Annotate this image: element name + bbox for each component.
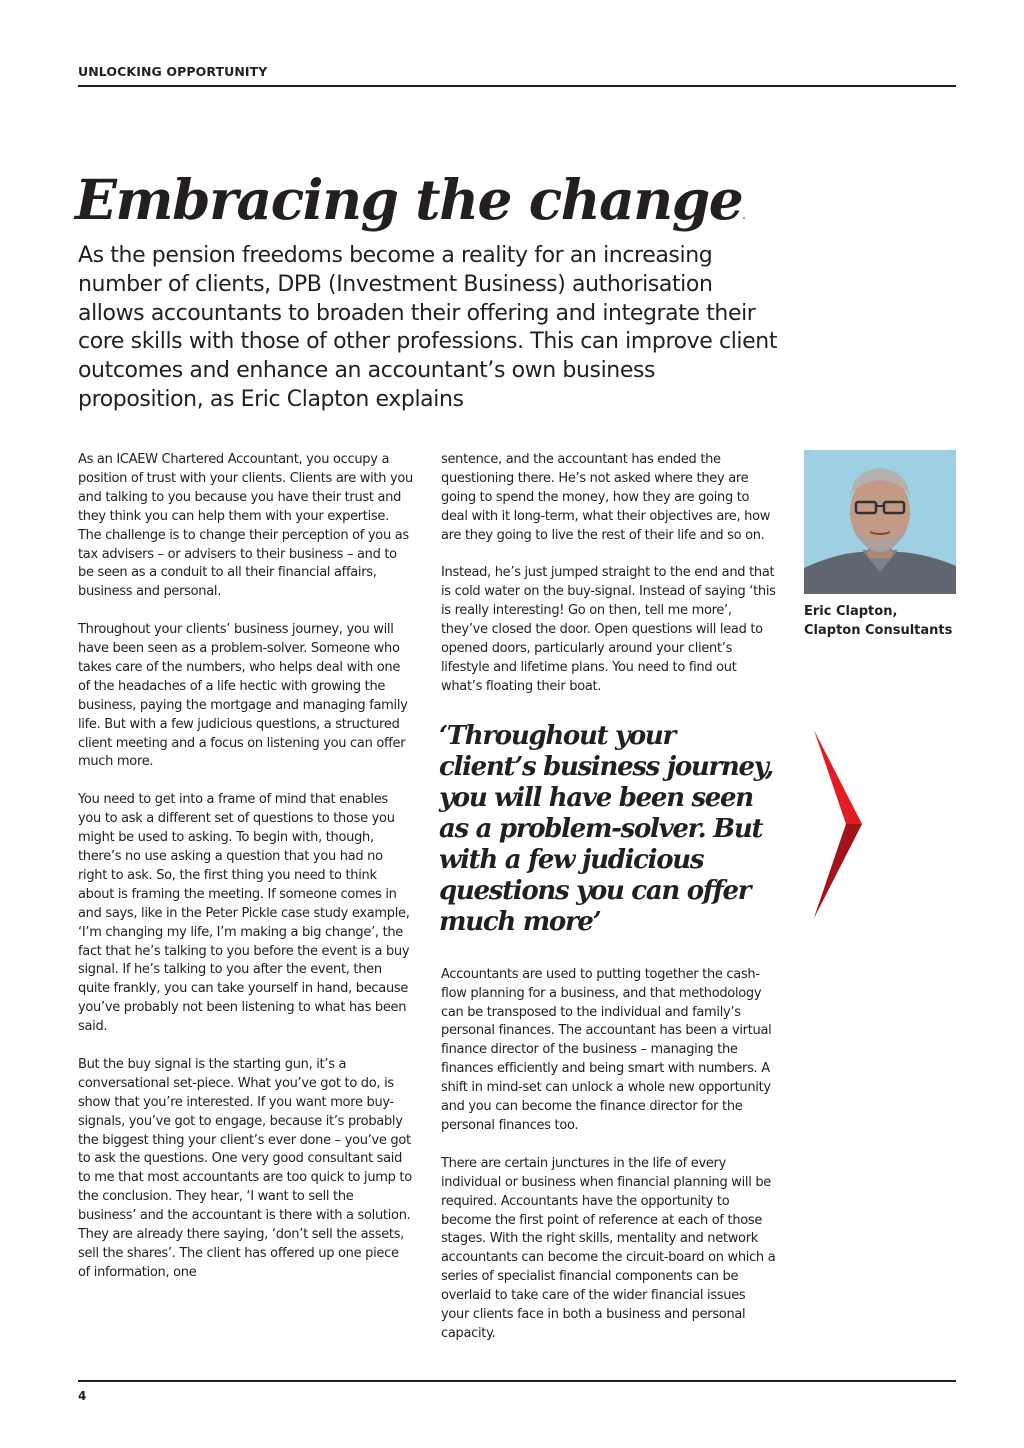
body-paragraph: Throughout your clients’ business journey, you will have been seen as a problem-solver. Someone who takes care of the numbers, who helps deal with one of the headaches of a life hectic with growing the business, paying the mortgage and managing family life. But with a few judicious questions, a structured client meeting and a focus on listening you can offer much more. — [78, 622, 408, 770]
middle-column — [441, 451, 777, 1363]
headline-text: Embracing the change — [75, 167, 743, 232]
body-paragraph: Accountants are used to putting together the cash-flow planning for a business, and that methodology can be transposed to the individual and family’s personal finances. The accountant has been a virtual finance director of the business – managing the finances efficiently and being smart with numbers. A shift in mind-set can unlock a whole new opportunity and you can become the finance director for the personal finances too. — [441, 966, 772, 1134]
page-number: 4 — [78, 1389, 87, 1403]
body-paragraph: But the buy signal is the starting gun, it’s a conversational set-piece. What you’ve got to do, is show that you’re interested. If you want more buy-signals, you’ve got to engage, because it’s probably the biggest thing your client’s ever done – you’ve got to ask the questions. One very good consultant said to me that most accountants are too quick to jump to the conclusion. They hear, ‘I want to sell the business’ and the accountant is there with a solution. They are already there saying, ‘don’t sell the assets, sell the shares’. The client has offered up one piece of information, one — [78, 1056, 412, 1280]
author-caption — [804, 603, 984, 640]
section-label: UNLOCKING OPPORTUNITY — [78, 64, 268, 79]
author-portrait — [804, 450, 956, 594]
header-divider — [78, 85, 956, 87]
body-paragraph: Instead, he’s just jumped straight to the end and that is cold water on the buy-signal. Instead of saying ‘this is really interesting! Go on then, tell me more’, they’ve closed the door. Open questions will lead to opened doors, particularly around your client’s lifestyle and lifetime plans. You need to find out what’s floating their boat. — [441, 565, 776, 694]
pull-quote: ‘Throughout your client’s business journey, you will have been seen as a problem-solver. But with a few judicious questions you can offer much more’ — [439, 720, 773, 937]
author-name: Eric Clapton, — [804, 604, 898, 619]
body-paragraph: There are certain junctures in the life of every individual or business when financial planning will be required. Accountants have the opportunity to become the first point of reference at each of those stages. With the right skills, mentality and network accountants can become the circuit-board on which a series of specialist financial components can be overlaid to take care of the wider financial issues your clients face in both a business and personal capacity. — [441, 1155, 776, 1341]
left-column — [78, 451, 414, 1302]
portrait-illustration — [804, 450, 956, 594]
headline-mark: . — [742, 211, 746, 222]
footer-divider — [78, 1380, 956, 1382]
author-company: Clapton Consultants — [804, 622, 953, 638]
body-paragraph: As an ICAEW Chartered Accountant, you occupy a position of trust with your clients. Clients are with you and talking to you because you have their trust and they think you can help them with your expertise. The challenge is to change their perception of you as tax advisers – or advisers to their business – and to be seen as a conduit to all their financial affairs, business and personal. — [78, 452, 413, 600]
article-standfirst: As the pension freedoms become a reality for an increasing number of clients, DPB (Investment Business) authorisation allows accountants to broaden their offering and integrate their core skills with those of other professions. This can improve client outcomes and enhance an accountant’s own business proposition, as Eric Clapton explains — [78, 243, 778, 412]
body-paragraph: sentence, and the accountant has ended the questioning there. He’s not asked where they are going to spend the money, how they are going to deal with it long-term, what their objectives are, how are they going to live the rest of their life and so on. — [441, 452, 771, 543]
body-paragraph: You need to get into a frame of mind that enables you to ask a different set of questions to those you might be used to asking. To begin with, though, there’s no use asking a question that you had no right to ask. So, the first thing you need to think about is framing the meeting. If someone comes in and says, like in the Peter Pickle case study example, ‘I’m changing my life, I’m making a big change’, the fact that he’s talking to you before the event is a buy signal. If he’s talking to you after the event, then quite frankly, you can take yourself in hand, because you’ve probably not been listening to what has been said. — [78, 792, 410, 1035]
chevron-right-icon — [812, 728, 864, 920]
